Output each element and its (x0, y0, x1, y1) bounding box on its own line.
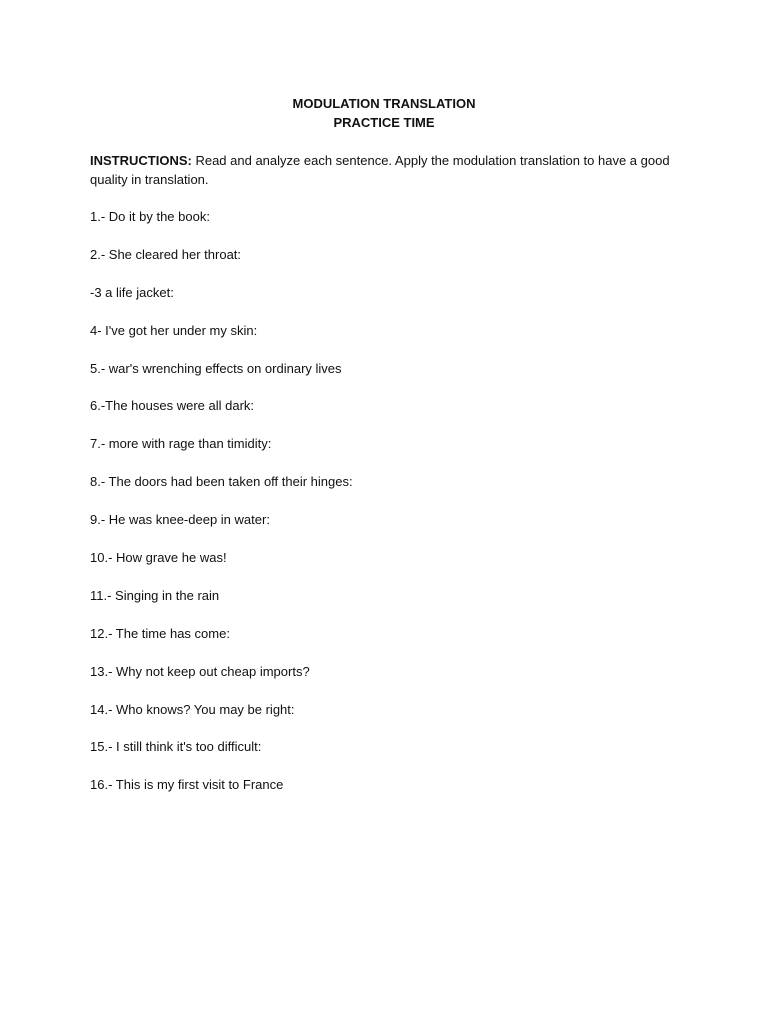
instructions-label: INSTRUCTIONS: (90, 153, 192, 168)
exercise-item: 12.- The time has come: (90, 625, 230, 641)
exercise-item: 14.- Who knows? You may be right: (90, 701, 295, 717)
exercise-item: 8.- The doors had been taken off their hinges: (90, 474, 353, 490)
instructions-paragraph (90, 151, 680, 189)
exercise-item: 7.- more with rage than timidity: (90, 436, 272, 452)
title-block (0, 94, 768, 132)
exercise-item: 2.- She cleared her throat: (90, 246, 242, 262)
exercise-item: 11.- Singing in the rain (90, 587, 220, 603)
instructions-text: Read and analyze each sentence. Apply the modulation translation to have a good quality in translation. (90, 153, 670, 187)
exercise-item: 1.- Do it by the book: (90, 209, 210, 224)
exercise-item: 9.- He was knee-deep in water: (90, 512, 270, 528)
exercise-item: 13.- Why not keep out cheap imports? (90, 663, 310, 679)
exercise-item: 5.- war's wrenching effects on ordinary lives (90, 360, 342, 376)
exercise-item: 15.- I still think it's too difficult: (90, 739, 262, 755)
exercise-item: 4- I've got her under my skin: (90, 322, 258, 338)
exercise-item: 6.-The houses were all dark: (90, 398, 255, 414)
exercise-item: 16.- This is my first visit to France (90, 777, 284, 793)
document-subtitle: PRACTICE TIME (333, 115, 435, 130)
exercise-list (90, 208, 690, 814)
exercise-item: -3 a life jacket: (90, 284, 174, 300)
exercise-item: 10.- How grave he was! (90, 550, 227, 566)
document-title: MODULATION TRANSLATION (292, 96, 476, 111)
